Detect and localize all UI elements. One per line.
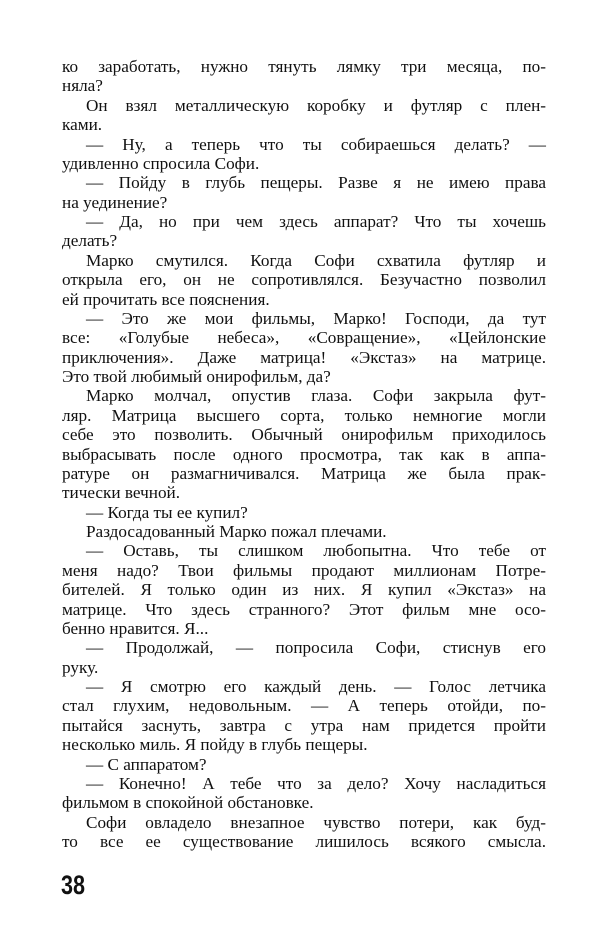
text-line: выбрасывать после одного просмотра, так как в аппа- [62,444,546,464]
text-line: — Продолжай, — попросила Софи, стиснув его [86,638,546,658]
page-body-text [62,57,546,851]
text-line: Марко смутился. Когда Софи схватила футляр и [86,250,546,270]
text-line: руку. [62,657,99,677]
text-line: ками. [62,115,103,135]
text-line: ко заработать, нужно тянуть лямку три месяца, по- [62,57,546,76]
text-line: — Оставь, ты слишком любопытна. Что тебе от [86,541,546,561]
text-line: ляр. Матрица высшего сорта, только немногие могли [62,405,546,425]
text-line: бенно нравится. Я... [62,618,209,638]
text-line: делать? [62,231,118,251]
text-line: пытайся заснуть, завтра с утра нам придется пройти [62,715,546,735]
text-line: Софи овладело внезапное чувство потери, как буд- [86,812,546,832]
text-line: то все ее существование лишилось всякого смысла. [62,832,546,851]
text-line: тически вечной. [62,483,181,503]
text-line: — Пойду в глубь пещеры. Разве я не имею права [86,173,546,193]
text-line: няла? [62,76,103,96]
text-line: Это твой любимый онирофильм, да? [62,367,331,386]
text-line: стал глухим, недовольным. — А теперь отойди, по- [62,696,546,716]
text-line: Раздосадованный Марко пожал плечами. [86,522,387,541]
text-line: ей прочитать все пояснения. [62,289,270,309]
text-line: на уединение? [62,192,168,212]
text-line: — Конечно! А тебе что за дело? Хочу насладиться [86,773,546,793]
text-line: открыла его, он не сопротивлялся. Безучастно позволил [62,270,546,290]
text-line: бителей. Я только один из них. Я купил «Экстаз» на [62,580,546,600]
text-line: — Когда ты ее купил? [86,502,248,522]
text-line: Он взял металлическую коробку и футляр с плен- [86,95,546,115]
page-number: 38 [61,870,86,900]
text-line: все: «Голубые небеса», «Совращение», «Цейлонские [62,328,546,348]
text-line: несколько миль. Я пойду в глубь пещеры. [62,735,368,755]
text-line: приключения». Даже матрица! «Экстаз» на матрице. [62,347,546,367]
text-line: ратуре он размагничивался. Матрица же была прак- [62,463,546,483]
text-line: фильмом в спокойной обстановке. [62,793,314,813]
text-line: меня надо? Твои фильмы продают миллионам Потре- [62,560,546,580]
text-line: — С аппаратом? [86,754,207,774]
text-line: — Ну, а теперь что ты собираешься делать? — [86,134,546,154]
text-line: матрице. Что здесь странного? Этот фильм мне осо- [62,599,546,619]
text-line: удивленно спросила Софи. [62,153,260,173]
text-line: себе это позволить. Обычный онирофильм приходилось [62,425,546,445]
text-line: Марко молчал, опустив глаза. Софи закрыла фут- [86,386,546,406]
text-line: — Это же мои фильмы, Марко! Господи, да тут [86,308,546,328]
text-line: — Я смотрю его каждый день. — Голос летчика [86,677,546,696]
text-line: — Да, но при чем здесь аппарат? Что ты хочешь [86,212,546,231]
